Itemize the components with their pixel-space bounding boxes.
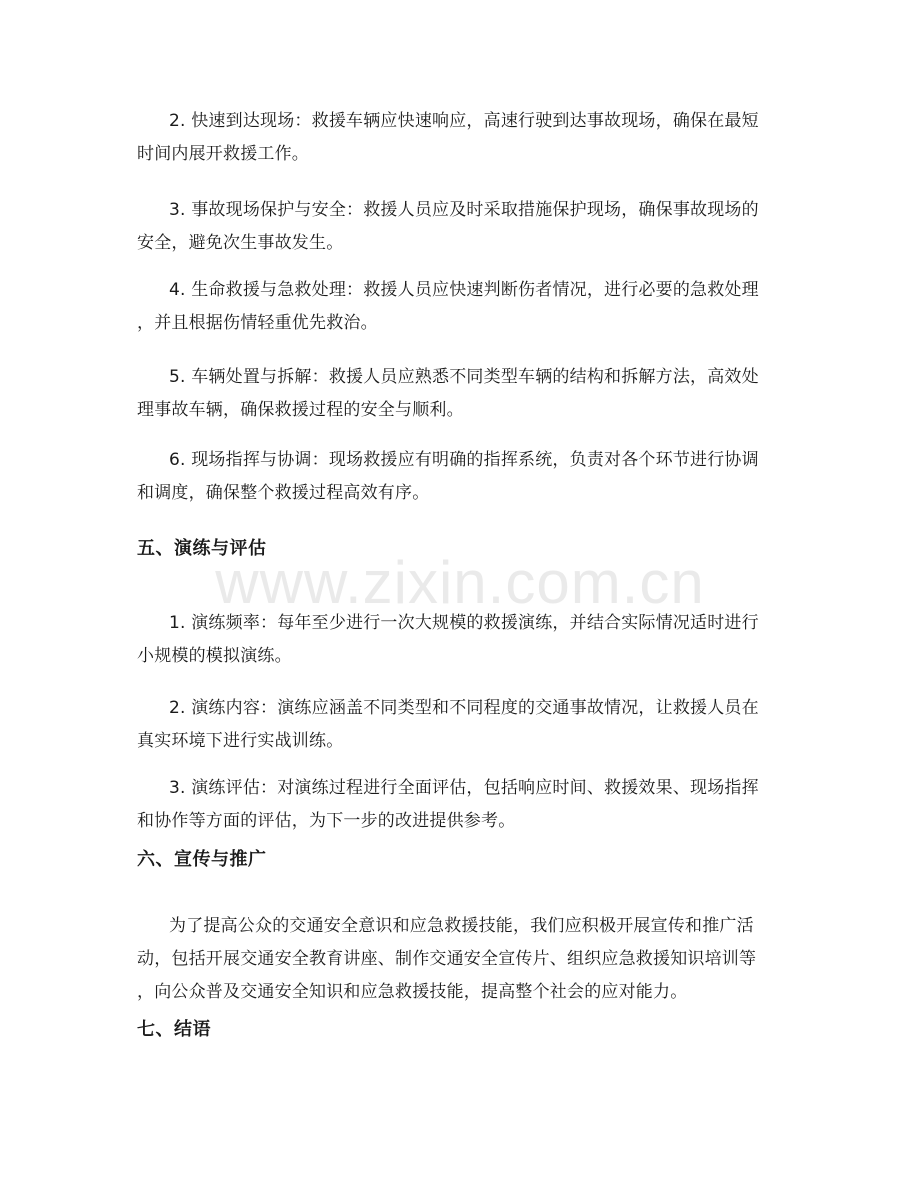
paragraph-line: 4. 生命救援与急救处理：救援人员应快速判断伤者情况，进行必要的急救处理 xyxy=(169,280,759,300)
section-heading: 七、结语 xyxy=(137,1019,211,1040)
list-item xyxy=(137,772,787,838)
paragraph-line: 1. 演练频率：每年至少进行一次大规模的救援演练，并结合实际情况适时进行 xyxy=(169,613,759,633)
watermark: www.zixin.com.cn xyxy=(215,549,705,616)
list-item xyxy=(137,361,787,427)
paragraph-line: 时间内展开救援工作。 xyxy=(137,144,309,164)
section-heading: 五、演练与评估 xyxy=(137,538,267,559)
paragraph-line: 安全，避免次生事故发生。 xyxy=(137,233,344,253)
paragraph-line: ，并且根据伤情轻重优先救治。 xyxy=(137,313,378,333)
list-item xyxy=(137,105,787,171)
paragraph-line: 动，包括开展交通安全教育讲座、制作交通安全宣传片、组织应急救援知识培训等 xyxy=(137,949,757,969)
paragraph-line: 6. 现场指挥与协调：现场救援应有明确的指挥系统，负责对各个环节进行协调 xyxy=(169,450,759,470)
section-heading: 六、宣传与推广 xyxy=(137,849,267,870)
paragraph-line: 为了提高公众的交通安全意识和应急救援技能，我们应积极开展宣传和推广活 xyxy=(169,916,754,936)
paragraph-line: 2. 演练内容：演练应涵盖不同类型和不同程度的交通事故情况，让救援人员在 xyxy=(169,698,759,718)
list-item xyxy=(137,607,787,673)
list-item xyxy=(137,444,787,510)
paragraph-line: 理事故车辆，确保救援过程的安全与顺利。 xyxy=(137,400,464,420)
paragraph-line: 和调度，确保整个救援过程高效有序。 xyxy=(137,483,430,503)
paragraph-line: 真实环境下进行实战训练。 xyxy=(137,731,344,751)
paragraph-line: 5. 车辆处置与拆解：救援人员应熟悉不同类型车辆的结构和拆解方法，高效处 xyxy=(169,367,759,387)
paragraph-line: 2. 快速到达现场：救援车辆应快速响应，高速行驶到达事故现场，确保在最短 xyxy=(169,111,759,131)
list-item xyxy=(137,194,787,260)
body-paragraph xyxy=(137,910,787,1009)
list-item xyxy=(137,692,787,758)
paragraph-line: 和协作等方面的评估，为下一步的改进提供参考。 xyxy=(137,811,516,831)
paragraph-line: 3. 演练评估：对演练过程进行全面评估，包括响应时间、救援效果、现场指挥 xyxy=(169,778,759,798)
list-item xyxy=(137,274,787,340)
paragraph-line: ，向公众普及交通安全知识和应急救援技能，提高整个社会的应对能力。 xyxy=(137,982,688,1002)
paragraph-line: 小规模的模拟演练。 xyxy=(137,646,292,666)
paragraph-line: 3. 事故现场保护与安全：救援人员应及时采取措施保护现场，确保事故现场的 xyxy=(169,200,759,220)
